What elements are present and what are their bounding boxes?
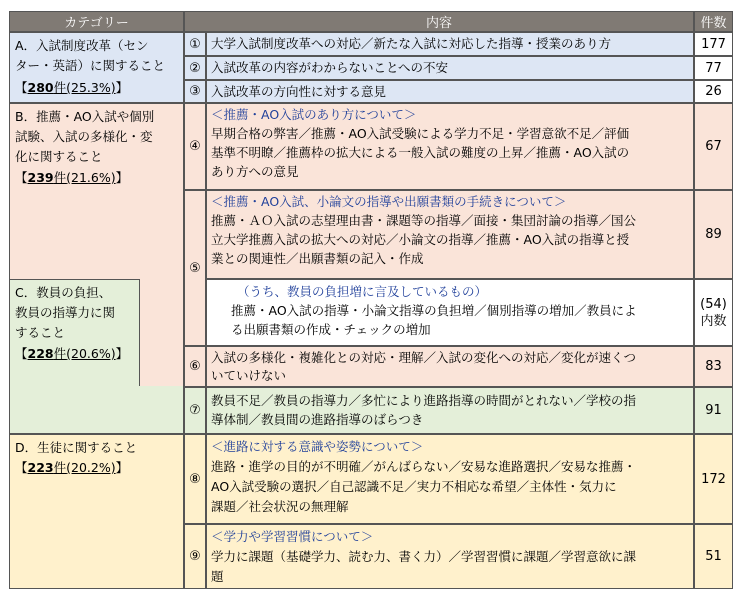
header-count: 件数 — [694, 11, 733, 32]
row-8-heading: ＜進路に対する意識や姿勢について＞ — [211, 439, 424, 454]
row-5-line-3: 業との関連性／出願書類の記入・作成 — [211, 251, 424, 266]
row-2-text: 入試改革の内容がわからないことへの不安 — [211, 60, 449, 75]
category-a-line1: A．入試制度改革（セン — [15, 38, 149, 53]
row-8-line-2: AO入試受験の選択／自己認識不足／実力不相応な希望／主体性・気力に — [211, 479, 617, 494]
row-1-count: 177 — [694, 32, 733, 56]
row-3-count: 26 — [694, 80, 733, 103]
category-d — [9, 434, 184, 589]
category-b-count: 【239件(21.6%)】 — [15, 170, 129, 185]
row-4-line-1: 早期合格の弊害／推薦・AO入試受験による学力不足・学習意欲不足／評価 — [211, 126, 630, 141]
row-9-heading: ＜学力や学習習慣について＞ — [211, 529, 374, 544]
row-5-sub-line-2: る出願書類の作成・チェックの増加 — [231, 322, 431, 337]
row-4-line-3: あり方への意見 — [211, 164, 299, 179]
row-1-content — [206, 32, 694, 56]
row-1-number: ① — [184, 32, 206, 56]
category-b — [9, 103, 184, 280]
category-c-tail — [9, 386, 184, 434]
row-6-content — [206, 346, 694, 387]
row-7-number: ⑦ — [184, 387, 206, 434]
category-b-line3: 化に関すること — [15, 149, 103, 164]
row-5-sub-line-1: 推薦・AO入試の指導・小論文指導の負担増／個別指導の増加／教員によ — [231, 303, 637, 318]
row-4-count: 67 — [694, 103, 733, 190]
row-9-line-1: 学力に課題（基礎学力、読む力、書く力）／学習習慣に課題／学習意欲に課 — [211, 549, 637, 564]
row-5-line-1: 推薦・ＡＯ入試の志望理由書・課題等の指導／面接・集団討論の指導／国公 — [211, 213, 637, 228]
row-5-line-2: 立大学推薦入試の拡大への対応／小論文の指導／推薦・AO入試の指導と授 — [211, 232, 630, 247]
row-7-line-1: 教員不足／教員の指導力／多忙により進路指導の時間がとれない／学校の指 — [211, 393, 637, 408]
row-6-count: 83 — [694, 346, 733, 387]
row-5-sub-indent — [206, 279, 227, 346]
row-3-number: ③ — [184, 80, 206, 103]
row-8-number: ⑧ — [184, 434, 206, 524]
category-c-line1: C．教員の負担、 — [15, 285, 112, 300]
row-9-number: ⑨ — [184, 524, 206, 589]
category-c-count: 【228件(20.6%)】 — [15, 346, 129, 361]
category-c — [9, 279, 140, 387]
row-5-sub-count — [694, 279, 733, 346]
row-2-count: 77 — [694, 56, 733, 80]
row-7-content — [206, 387, 694, 434]
row-5-sub-heading: （うち、教員の負担増に言及しているもの） — [237, 284, 488, 299]
category-b-line2: 試験、入試の多様化・変 — [15, 129, 153, 144]
row-8-line-1: 進路・進学の目的が不明確／がんばらない／安易な進路選択／安易な推薦・ — [211, 459, 637, 474]
category-b-line1: B．推薦・AO入試や個別 — [15, 109, 155, 124]
header-category: カテゴリー — [9, 11, 184, 32]
row-4-number: ④ — [184, 103, 206, 190]
row-3-content — [206, 80, 694, 103]
row-6-line-1: 入試の多様化・複雑化との対応・理解／入試の変化への対応／変化が速くつ — [211, 350, 637, 365]
category-c-line2: 教員の指導力に関 — [15, 305, 116, 320]
category-d-line1: D．生徒に関すること — [15, 440, 138, 455]
row-5-sub-count-value: (54) — [700, 296, 727, 312]
row-9-content — [206, 524, 694, 589]
row-7-line-2: 導体制／教員間の進路指導のばらつき — [211, 412, 424, 427]
row-3-text: 入試改革の方向性に対する意見 — [211, 84, 387, 99]
row-7-count: 91 — [694, 387, 733, 434]
row-5-sub-count-note: 内数 — [700, 313, 727, 329]
row-5-sub-content — [226, 279, 694, 346]
row-5-content — [206, 190, 694, 279]
row-6-line-2: いていけない — [211, 368, 287, 383]
row-4-content — [206, 103, 694, 190]
category-c-line3: すること — [15, 325, 66, 340]
row-4-line-2: 基準不明瞭／推薦枠の拡大による一般入試の難度の上昇／推薦・AO入試の — [211, 145, 630, 160]
row-8-content — [206, 434, 694, 524]
row-5-heading: ＜推薦・AO入試、小論文の指導や出願書類の手続きについて＞ — [211, 194, 567, 209]
row-8-count: 172 — [694, 434, 733, 524]
row-6-number: ⑥ — [184, 346, 206, 387]
row-2-content — [206, 56, 694, 80]
row-2-number: ② — [184, 56, 206, 80]
row-5-number: ⑤ — [184, 190, 206, 346]
category-d-count: 【223件(20.2%)】 — [15, 460, 129, 475]
category-a — [9, 32, 184, 103]
row-8-line-3: 課題／社会状況の無理解 — [211, 499, 349, 514]
header-content: 内容 — [184, 11, 694, 32]
row-9-count: 51 — [694, 524, 733, 589]
category-a-count: 【280件(25.3%)】 — [15, 80, 129, 95]
row-9-line-2: 題 — [211, 569, 224, 584]
category-a-line2: ター・英語）に関すること — [15, 58, 166, 73]
row-5-count: 89 — [694, 190, 733, 279]
row-4-heading: ＜推薦・AO入試のあり方について＞ — [211, 107, 417, 122]
category-b-tail — [139, 279, 184, 387]
row-1-text: 大学入試制度改革への対応／新たな入試に対応した指導・授業のあり方 — [211, 36, 612, 51]
